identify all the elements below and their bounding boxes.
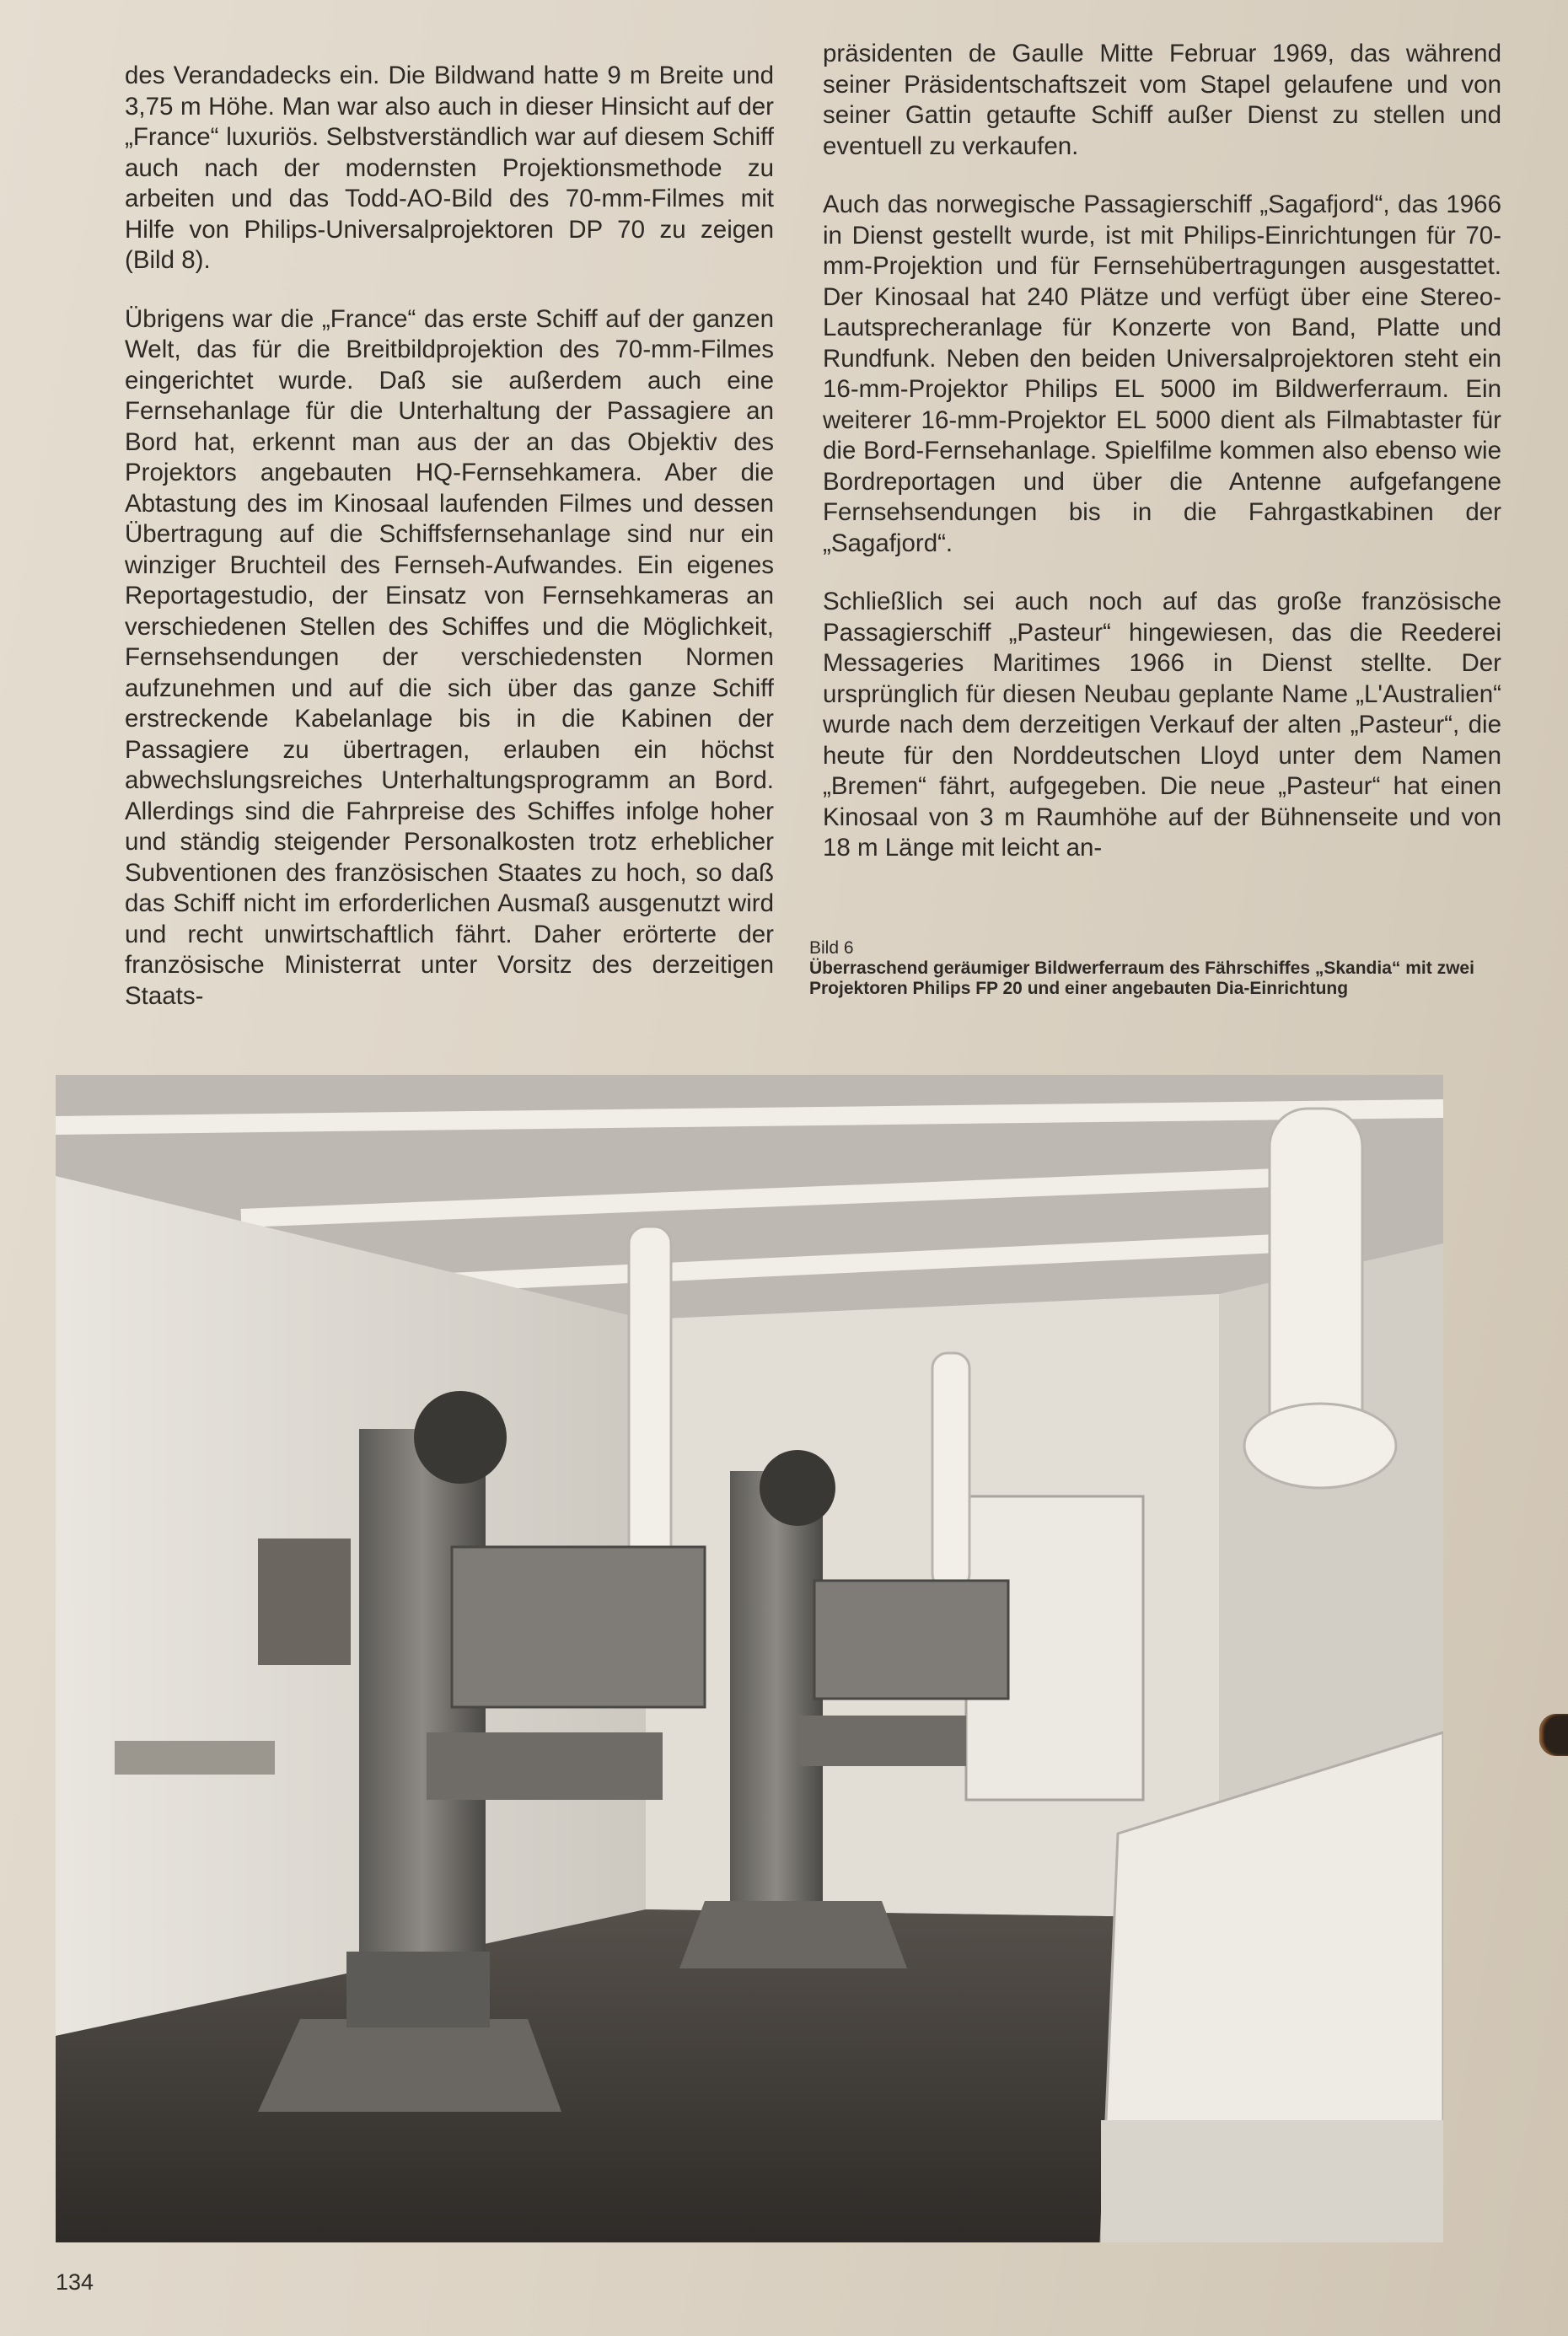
paragraph: Übrigens war die „France“ das erste Schiff auf der ganzen Welt, das für die Breitbildprojektion des 70-mm-Filmes eingerichtet wurde. Daß sie außerdem auch eine Fernsehanlage für die Unterhaltung der Passagiere an Bord hat, erkennt man aus der an das Objektiv des Projektors angebauten HQ-Fernsehkamera. Aber die Abtastung des im Kinosaal laufenden Filmes und dessen Übertragung auf die Schiffsfernsehanlage sind nur ein winziger Bruchteil des Fernseh-Aufwandes. Ein eigenes Reportagestudio, der Einsatz von Fernsehkameras an verschiedenen Stellen des Schiffes und die Möglichkeit, Fernsehsendungen der verschiedensten Normen aufzunehmen und auf die sich über das ganze Schiff erstreckende Kabelanlage bis in die Kabinen der Passagiere zu übertragen, erlauben ein höchst abwechslungsreiches Unterhaltungsprogramm an Bord. Allerdings sind die Fahrpreise des Schiffes infolge hoher und ständig steigender Personalkosten trotz erheblicher Subventionen des französischen Staates zu hoch, so daß das Schiff nicht im erforderlichen Ausmaß ausgenutzt wird und recht unwirtschaftlich fährt. Daher erörterte der französische Ministerrat unter Vorsitz des derzeitigen Staats- <box>125 304 774 1010</box>
figure-caption <box>809 938 1484 999</box>
wall-box <box>258 1539 351 1665</box>
paragraph: Auch das norwegische Passagierschiff „Sagafjord“, das 1966 in Dienst gestellt wurde, ist mit Philips-Einrichtungen für 70-mm-Projektion und für Fernsehübertragungen ausgestattet. Der Kinosaal hat 240 Plätze und verfügt über eine Stereo-Lautsprecheranlage für Konzerte von Band, Platte und Rundfunk. Neben den beiden Universalprojektoren steht ein 16-mm-Projektor Philips EL 5000 im Bildwerferraum. Ein weiterer 16-mm-Projektor EL 5000 dient als Filmabtaster für die Bord-Fernsehanlage. Spielfilme kommen also ebenso wie Bordreportagen und über die Antenne aufgefangene Fernsehsendungen bis in die Fahrgastkabinen der „Sagafjord“. <box>823 191 1501 557</box>
text-column-right <box>823 39 1501 892</box>
figure-number: Bild 6 <box>809 938 854 958</box>
paragraph: präsidenten de Gaulle Mitte Februar 1969, das während seiner Präsidentschaftszeit vom Stapel gelaufene und von seiner Gattin getaufte Schiff außer Dienst zu stellen und eventuell zu verkaufen. <box>823 40 1501 160</box>
paragraph: Schließlich sei auch noch auf das große französische Passagierschiff „Pasteur“ hingewiesen, das die Reederei Messageries Maritimes 1966 in Dienst stellte. Der ursprünglich für diesen Neubau geplante Name „L'Australien“ wurde nach dem derzeitigen Verkauf der alten „Pasteur“, die heute für den Norddeutschen Lloyd unter dem Namen „Bremen“ fährt, aufgegeben. Die neue „Pasteur“ hat einen Kinosaal von 3 m Raumhöhe auf der Bühnenseite und von 18 m Länge mit leicht an- <box>823 588 1501 862</box>
figure-caption-text: Überraschend geräumiger Bildwerferraum des Fährschiffes „Skandia“ mit zwei Projektoren Philips FP 20 und einer angebauten Dia-Einrichtung <box>809 959 1474 998</box>
projection-room-photo <box>56 1075 1443 2242</box>
page-number: 134 <box>56 2269 94 2295</box>
text-column-left <box>125 61 774 1039</box>
wall-shelf <box>115 1741 275 1775</box>
paragraph: des Verandadecks ein. Die Bildwand hatte 9 m Breite und 3,75 m Höhe. Man war also auch in dieser Hinsicht auf der „France“ luxuriös. Selbstverständlich war auf diesem Schiff auch nach der modernsten Projektionsmethode zu arbeiten und das Todd-AO-Bild des 70-mm-Filmes mit Hilfe von Philips-Universalprojektoren DP 70 zu zeigen (Bild 8). <box>125 62 774 274</box>
workbench-cabinet <box>1101 2120 1443 2242</box>
binder-ring-hole <box>1539 1714 1568 1756</box>
